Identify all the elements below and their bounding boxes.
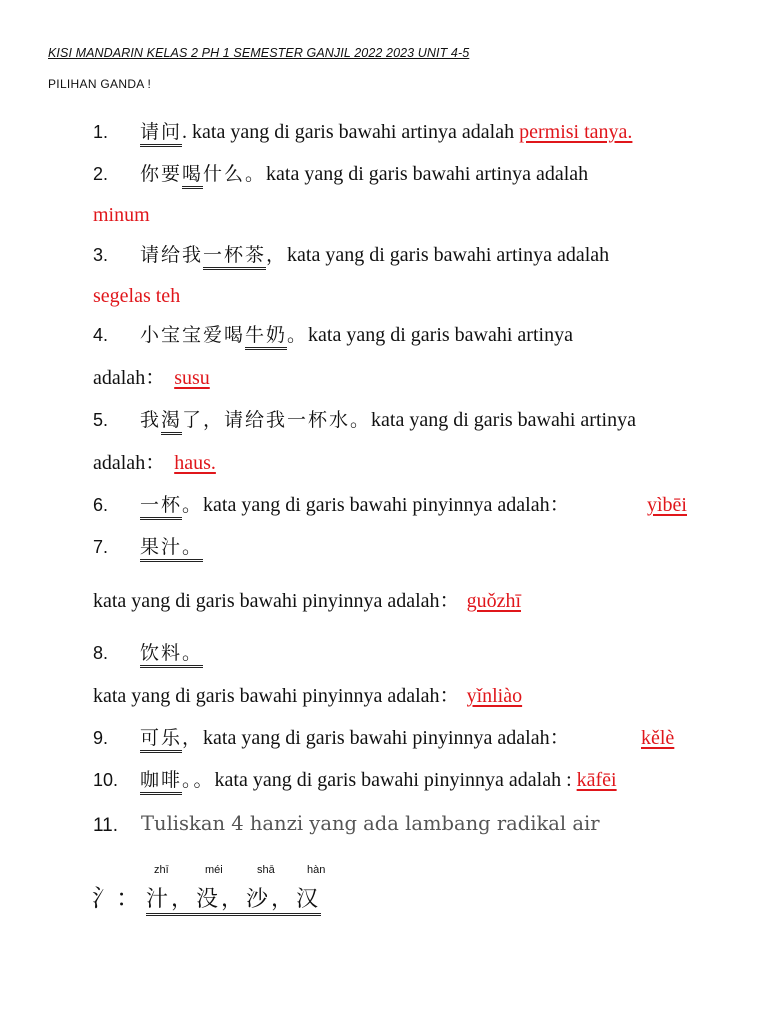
- sentence-hanzi: 。。: [182, 769, 215, 791]
- instruction: PILIHAN GANDA !: [48, 77, 152, 91]
- answer: permisi tanya.: [519, 121, 633, 143]
- answer: yǐnliào: [466, 685, 523, 707]
- question-number: 6.: [93, 495, 109, 515]
- underlined-hanzi: 请问: [140, 121, 182, 147]
- underlined-hanzi: 饮料。: [140, 642, 203, 668]
- question-text: . kata yang di garis bawahi artinya adalah: [182, 121, 520, 143]
- sentence-hanzi: 。: [182, 494, 204, 516]
- question-text: kata yang di garis bawahi pinyinnya adalah：: [93, 685, 460, 707]
- sentence-hanzi: ，: [266, 244, 288, 266]
- answer: kělè: [641, 727, 675, 749]
- sentence-hanzi: ，: [182, 727, 204, 749]
- pinyin-label: shā: [257, 864, 275, 876]
- underlined-hanzi: 一杯: [140, 494, 182, 520]
- pinyin-label: zhī: [154, 864, 169, 876]
- answer: minum: [93, 204, 150, 226]
- sentence-hanzi: 请给我: [140, 244, 204, 266]
- question-number: 1.: [93, 122, 109, 142]
- answer: kāfēi: [576, 769, 617, 791]
- underlined-hanzi: 牛奶: [245, 324, 287, 350]
- pinyin-label: hàn: [307, 864, 326, 876]
- question-number: 8.: [93, 643, 109, 663]
- question-text: adalah：: [93, 367, 166, 389]
- sentence-hanzi: 了，请给我一杯水。: [182, 409, 372, 431]
- underlined-hanzi: 一杯茶: [203, 244, 266, 270]
- question-text: kata yang di garis bawahi pinyinnya adalah :: [214, 769, 577, 791]
- sentence-hanzi: 你要: [140, 163, 183, 185]
- question-number: 7.: [93, 537, 109, 557]
- pinyin-label: méi: [205, 864, 223, 876]
- answer: susu: [174, 367, 210, 389]
- sentence-hanzi: 。: [287, 324, 309, 346]
- underlined-hanzi: 可乐: [140, 727, 182, 753]
- question-text: kata yang di garis bawahi artinya: [371, 409, 636, 431]
- question-number: 11.: [93, 815, 119, 836]
- question-number: 9.: [93, 728, 109, 748]
- question-number: 5.: [93, 410, 109, 430]
- question-number: 10.: [93, 770, 119, 790]
- worksheet-title: KISI MANDARIN KELAS 2 PH 1 SEMESTER GANJIL 2022 2023 UNIT 4-5: [48, 46, 470, 60]
- answer: segelas teh: [93, 285, 181, 307]
- question-text: kata yang di garis bawahi pinyinnya adalah：: [93, 590, 460, 612]
- question-text: kata yang di garis bawahi artinya: [308, 324, 573, 346]
- question-text: kata yang di garis bawahi pinyinnya adalah：: [203, 494, 570, 516]
- question-number: 3.: [93, 245, 109, 265]
- question-text: Tuliskan 4 hanzi yang ada lambang radikal air: [141, 812, 600, 835]
- answer: yìbēi: [647, 494, 687, 516]
- answer-hanzi: 汁，没，沙，汉: [146, 887, 321, 916]
- water-radical: 氵：: [92, 884, 140, 912]
- question-text: adalah：: [93, 452, 166, 474]
- underlined-hanzi: 咖啡: [140, 769, 182, 795]
- question-number: 2.: [93, 164, 109, 184]
- underlined-hanzi: 喝: [182, 163, 203, 189]
- sentence-hanzi: 小宝宝爱喝: [140, 324, 246, 346]
- question-text: kata yang di garis bawahi artinya adalah: [287, 244, 610, 266]
- question-number: 4.: [93, 325, 109, 345]
- answer: guǒzhī: [466, 590, 521, 612]
- underlined-hanzi: 果汁。: [140, 536, 203, 562]
- sentence-hanzi: 我: [140, 409, 162, 431]
- sentence-hanzi: 什么。: [203, 163, 267, 185]
- answer: haus.: [174, 452, 216, 474]
- question-text: kata yang di garis bawahi artinya adalah: [266, 163, 589, 185]
- question-text: kata yang di garis bawahi pinyinnya adalah：: [203, 727, 570, 749]
- underlined-hanzi: 渴: [161, 409, 182, 435]
